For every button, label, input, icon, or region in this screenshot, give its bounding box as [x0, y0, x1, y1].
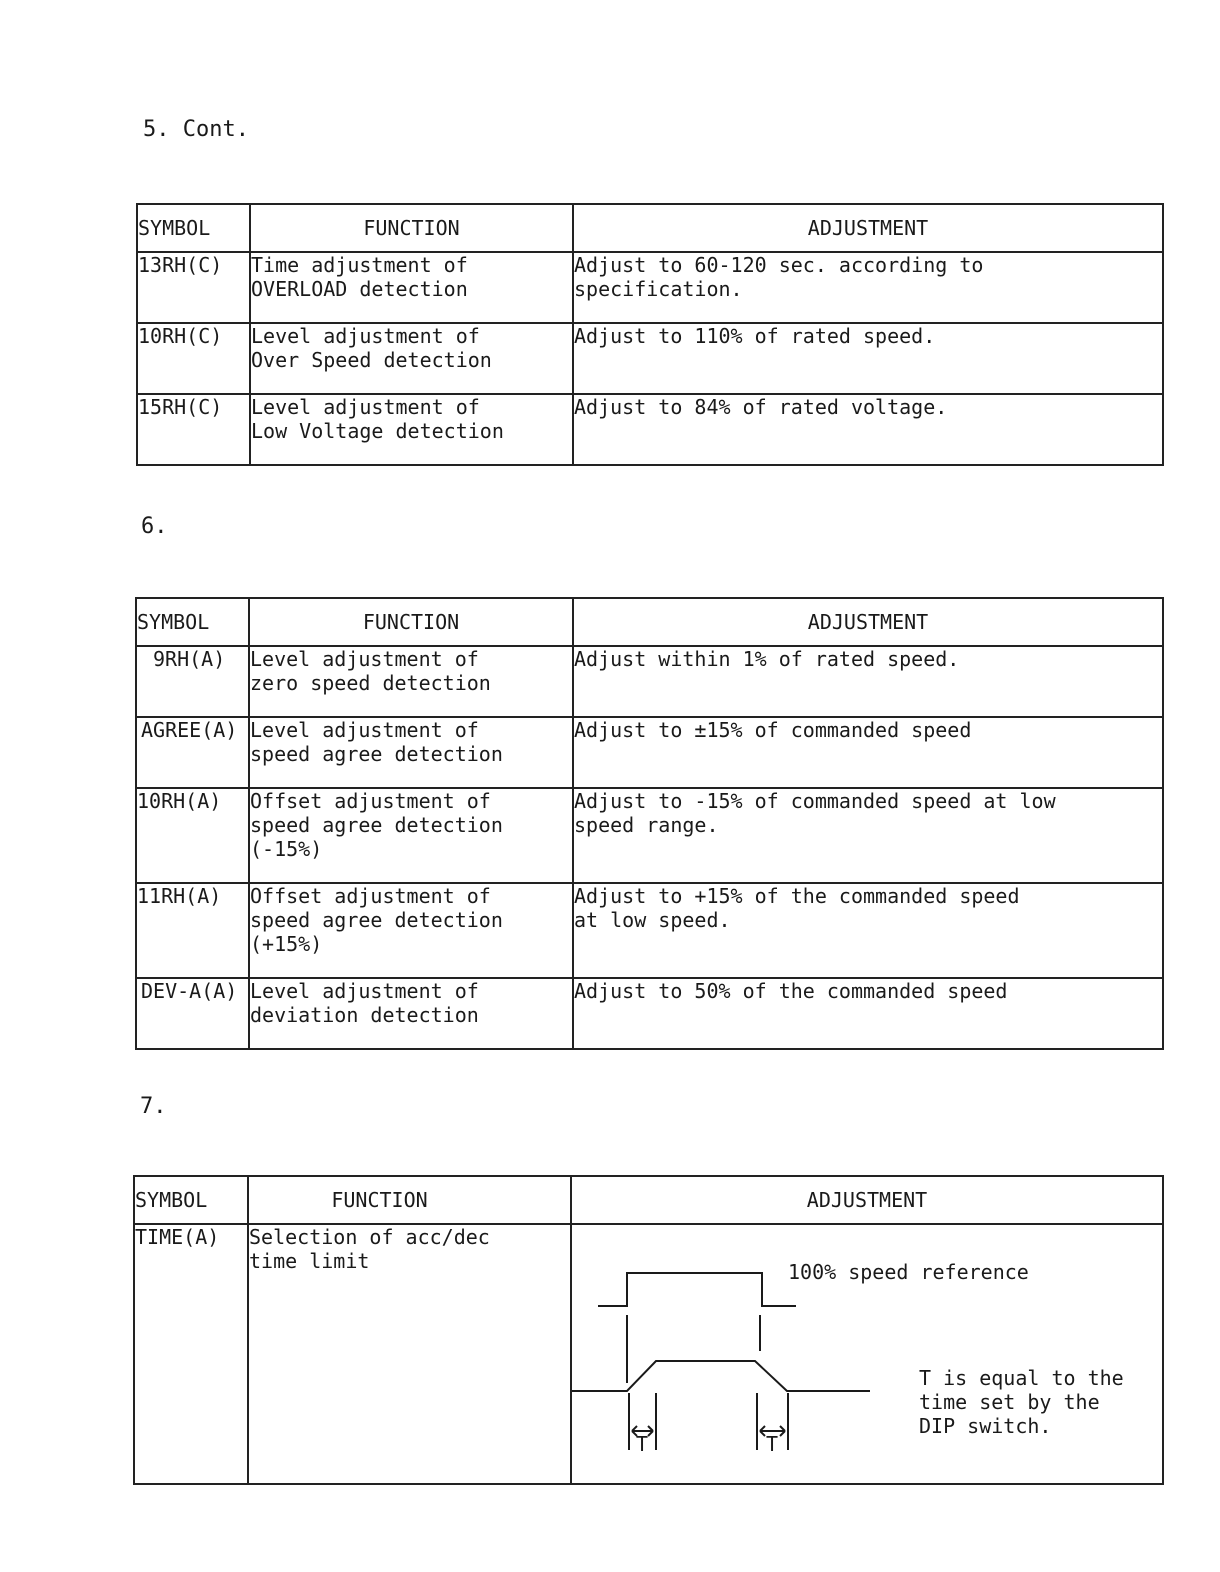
section-7-heading: 7. [140, 1094, 167, 1119]
function-cell: Level adjustment of speed agree detection [249, 717, 573, 788]
symbol-cell: 10RH(C) [137, 323, 250, 394]
adjustment-cell: Adjust to 50% of the commanded speed [573, 978, 1163, 1049]
symbol-cell: DEV-A(A) [136, 978, 249, 1049]
table-header-row [136, 598, 1163, 646]
section-6-table [135, 597, 1164, 1050]
symbol-cell: 11RH(A) [136, 883, 249, 978]
adjustment-header: ADJUSTMENT [573, 204, 1163, 252]
acc-dec-timing-diagram [571, 1224, 1163, 1484]
table-row [136, 788, 1163, 883]
adjustment-header: ADJUSTMENT [571, 1176, 1163, 1224]
symbol-header: SYMBOL [136, 598, 249, 646]
table-row [137, 394, 1163, 465]
adjustment-header: ADJUSTMENT [573, 598, 1163, 646]
symbol-header: SYMBOL [137, 204, 250, 252]
t-label: T [635, 1432, 649, 1456]
function-cell: Offset adjustment of speed agree detection (+15%) [249, 883, 573, 978]
ramp-output-waveform [572, 1361, 870, 1391]
table-row [137, 252, 1163, 323]
table-row [136, 646, 1163, 717]
table-row [134, 1224, 1163, 1484]
symbol-header: SYMBOL [134, 1176, 248, 1224]
adjustment-cell: Adjust to -15% of commanded speed at low speed range. [573, 788, 1163, 883]
table-row [136, 978, 1163, 1049]
table-row [136, 883, 1163, 978]
function-cell: Offset adjustment of speed agree detection (-15%) [249, 788, 573, 883]
section-5-table [136, 203, 1164, 466]
function-header: FUNCTION [248, 1176, 571, 1224]
adjustment-cell: Adjust to 84% of rated voltage. [573, 394, 1163, 465]
t-label: T [765, 1432, 779, 1456]
function-cell: Selection of acc/dec time limit [248, 1224, 571, 1484]
adjustment-cell: Adjust to ±15% of commanded speed [573, 717, 1163, 788]
function-cell: Level adjustment of Over Speed detection [250, 323, 573, 394]
table-header-row [137, 204, 1163, 252]
diagram-note: T is equal to the time set by the DIP switch. [919, 1366, 1124, 1438]
section-5-heading: 5. Cont. [143, 117, 249, 142]
function-cell: Level adjustment of zero speed detection [249, 646, 573, 717]
speed-reference-label: 100% speed reference [788, 1260, 1029, 1284]
table-header-row [134, 1176, 1163, 1224]
function-cell: Level adjustment of Low Voltage detection [250, 394, 573, 465]
adjustment-cell: Adjust to +15% of the commanded speed at low speed. [573, 883, 1163, 978]
symbol-cell: 10RH(A) [136, 788, 249, 883]
speed-reference-waveform [598, 1273, 796, 1306]
section-6-heading: 6. [141, 514, 168, 539]
function-cell: Time adjustment of OVERLOAD detection [250, 252, 573, 323]
symbol-cell: TIME(A) [134, 1224, 248, 1484]
adjustment-cell: Adjust to 110% of rated speed. [573, 323, 1163, 394]
function-header: FUNCTION [249, 598, 573, 646]
symbol-cell: 15RH(C) [137, 394, 250, 465]
function-header: FUNCTION [250, 204, 573, 252]
function-cell: Level adjustment of deviation detection [249, 978, 573, 1049]
symbol-cell: AGREE(A) [136, 717, 249, 788]
adjustment-cell: Adjust to 60-120 sec. according to specification. [573, 252, 1163, 323]
section-7-table [133, 1175, 1164, 1485]
symbol-cell: 9RH(A) [136, 646, 249, 717]
table-row [137, 323, 1163, 394]
adjustment-cell: Adjust within 1% of rated speed. [573, 646, 1163, 717]
table-row [136, 717, 1163, 788]
symbol-cell: 13RH(C) [137, 252, 250, 323]
